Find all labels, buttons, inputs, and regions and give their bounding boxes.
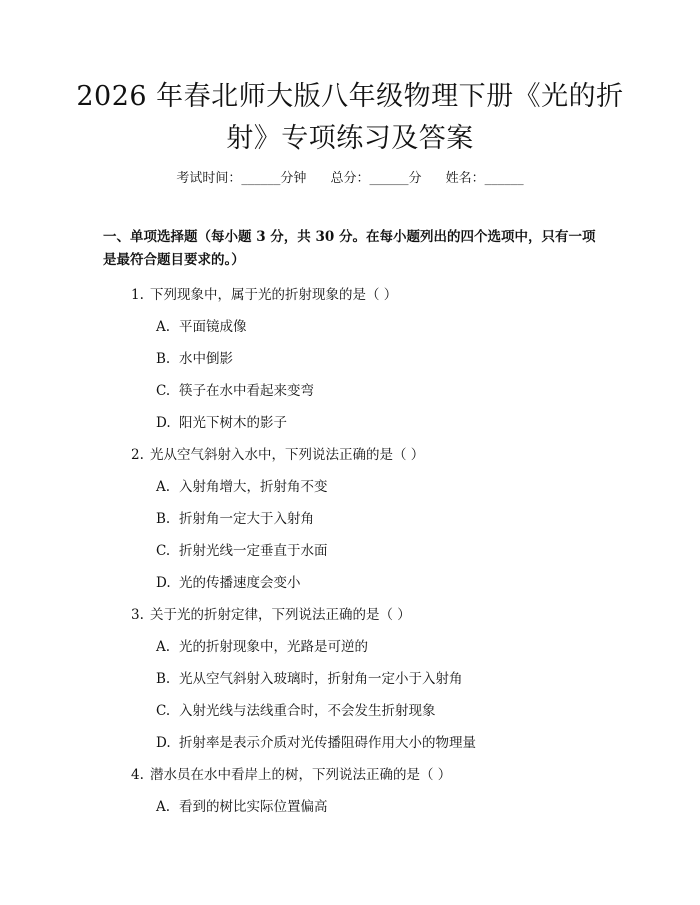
question-text: 潜水员在水中看岸上的树，下列说法正确的是（ ） xyxy=(150,767,452,783)
student-name: 姓名：______ xyxy=(445,171,524,186)
document-title xyxy=(60,76,640,160)
option-text: 光从空气斜射入玻璃时，折射角一定小于入射角 xyxy=(179,671,463,687)
option-letter: D. xyxy=(156,415,171,431)
option-letter: C. xyxy=(156,383,171,399)
title-line-2: 射》专项练习及答案 xyxy=(226,123,474,154)
option-letter: B. xyxy=(156,511,171,527)
question-1 xyxy=(131,283,397,303)
option-letter: A. xyxy=(156,639,171,655)
question-text: 下列现象中，属于光的折射现象的是（ ） xyxy=(150,287,398,303)
question-number: 3. xyxy=(131,607,144,623)
option-letter: A. xyxy=(156,799,171,815)
option-3b xyxy=(156,667,463,687)
question-text: 关于光的折射定律，下列说法正确的是（ ） xyxy=(150,607,411,623)
exam-meta xyxy=(0,167,700,186)
option-text: 光的折射现象中，光路是可逆的 xyxy=(179,639,368,655)
option-letter: D. xyxy=(156,735,171,751)
option-letter: C. xyxy=(156,543,171,559)
option-letter: D. xyxy=(156,575,171,591)
option-text: 看到的树比实际位置偏高 xyxy=(179,799,328,815)
question-3 xyxy=(131,603,411,623)
option-3c xyxy=(156,699,436,719)
option-text: 筷子在水中看起来变弯 xyxy=(179,383,314,399)
question-4 xyxy=(131,763,451,783)
exam-score: 总分：______分 xyxy=(330,171,422,186)
title-line-1: 2026 年春北师大版八年级物理下册《光的折 xyxy=(76,81,624,112)
option-2a xyxy=(156,475,328,495)
option-text: 折射率是表示介质对光传播阻碍作用大小的物理量 xyxy=(179,735,476,751)
option-letter: A. xyxy=(156,319,171,335)
option-1b xyxy=(156,347,233,367)
option-1d xyxy=(156,411,287,431)
option-2c xyxy=(156,539,328,559)
option-letter: B. xyxy=(156,671,171,687)
option-letter: C. xyxy=(156,703,171,719)
option-text: 阳光下树木的影子 xyxy=(179,415,287,431)
option-3a xyxy=(156,635,368,655)
exam-time: 考试时间：______分钟 xyxy=(176,171,307,186)
question-number: 2. xyxy=(131,447,144,463)
option-text: 平面镜成像 xyxy=(179,319,247,335)
option-4a xyxy=(156,795,328,815)
option-text: 光的传播速度会变小 xyxy=(179,575,301,591)
question-number: 4. xyxy=(131,767,144,783)
option-text: 水中倒影 xyxy=(179,351,233,367)
option-letter: A. xyxy=(156,479,171,495)
question-number: 1. xyxy=(131,287,144,303)
option-2d xyxy=(156,571,301,591)
option-text: 折射角一定大于入射角 xyxy=(179,511,314,527)
option-text: 入射光线与法线重合时，不会发生折射现象 xyxy=(179,703,436,719)
option-text: 折射光线一定垂直于水面 xyxy=(179,543,328,559)
option-2b xyxy=(156,507,314,527)
option-1a xyxy=(156,315,247,335)
question-text: 光从空气斜射入水中，下列说法正确的是（ ） xyxy=(150,447,425,463)
option-1c xyxy=(156,379,314,399)
question-2 xyxy=(131,443,424,463)
option-letter: B. xyxy=(156,351,171,367)
section-heading: 一、单项选择题（每小题 3 分，共 30 分。在每小题列出的四个选项中，只有一项是最符合题目要求的。） xyxy=(103,229,596,268)
option-text: 入射角增大，折射角不变 xyxy=(179,479,328,495)
option-3d xyxy=(156,731,476,751)
